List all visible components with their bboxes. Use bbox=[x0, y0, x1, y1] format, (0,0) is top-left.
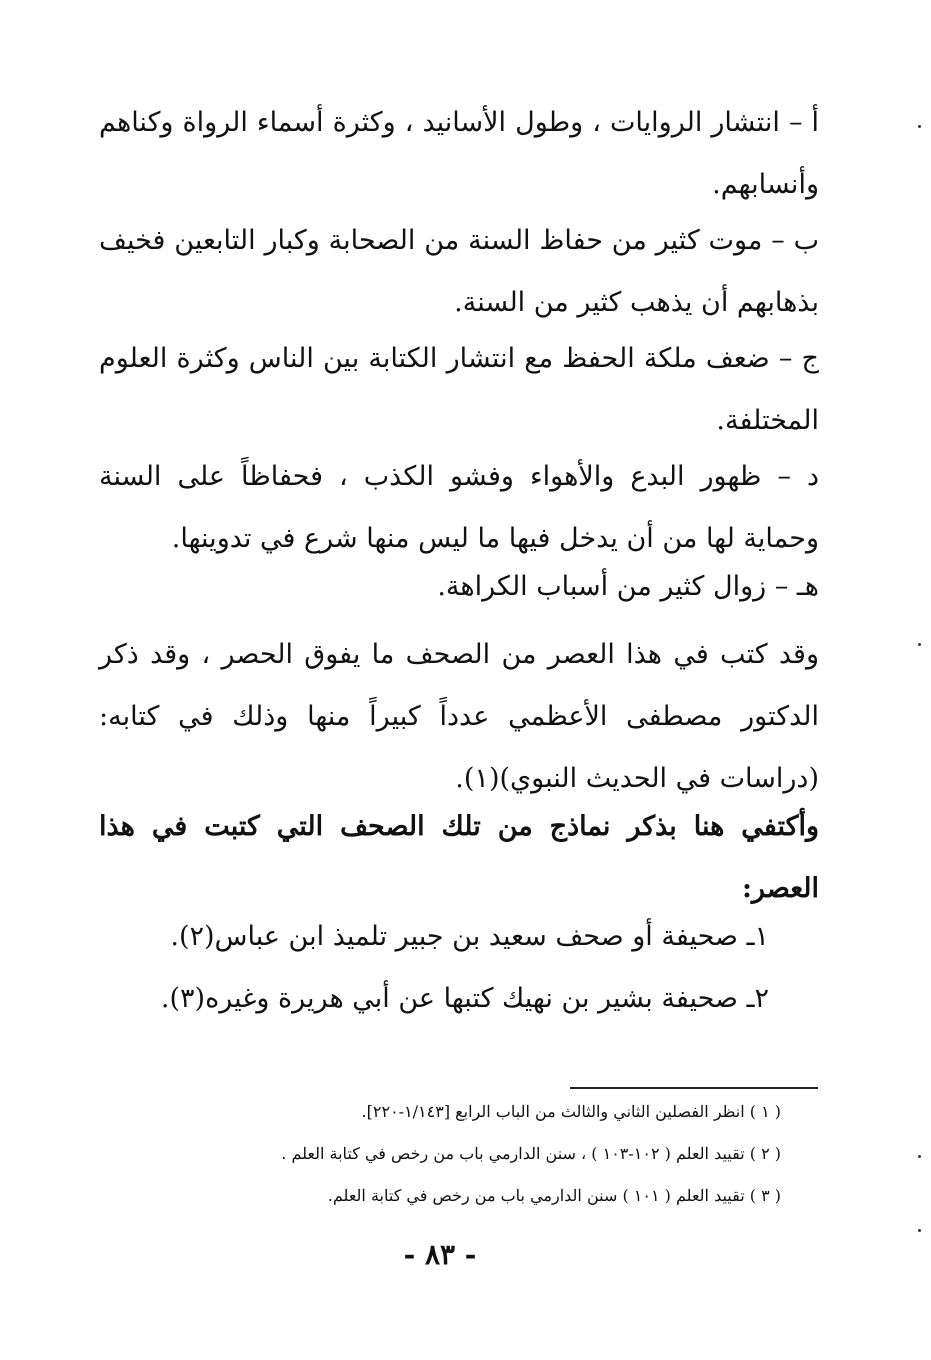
paragraph-a: أ – انتشار الروايات ، وطول الأسانيد ، وكثرة أسماء الرواة وكناهم وأنسابهم. bbox=[99, 107, 819, 200]
paragraph-d: د – ظهور البدع والأهواء وفشو الكذب ، فحفاظاً على السنة وحماية لها من أن يدخل فيها ما ليس منها شرع في تدوينها. bbox=[99, 461, 819, 554]
paragraph-b: ب – موت كثير من حفاظ السنة من الصحابة وكبار التابعين فخيف بذهابهم أن يذهب كثير من السنة. bbox=[99, 225, 819, 318]
page-number: - ٨٣ - bbox=[403, 1238, 477, 1271]
margin-mark bbox=[918, 1155, 921, 1158]
list-item: ٢ـ صحيفة بشير بن نهيك كتبها عن أبي هريرة وغيره(٣). bbox=[160, 983, 769, 1014]
margin-mark bbox=[918, 1229, 921, 1232]
paragraph-h: هـ – زوال كثير من أسباب الكراهة. bbox=[437, 571, 819, 602]
footnote-1: ( ١ ) انظر الفصلين الثاني والثالث من الباب الرابع [١/١٤٣-٢٢٠]. bbox=[361, 1102, 781, 1121]
footnote-divider bbox=[570, 1087, 818, 1089]
paragraph-main: وقد كتب في هذا العصر من الصحف ما يفوق الحصر ، وقد ذكر الدكتور مصطفى الأعظمي عدداً كبيراً منها وذلك في كتابه: (دراسات في الحديث النبوي)(١). bbox=[99, 639, 819, 794]
footnote-3: ( ٣ ) تقييد العلم ( ١٠١ ) سنن الدارمي باب من رخص في كتابة العلم. bbox=[327, 1186, 781, 1205]
paragraph-c: ج – ضعف ملكة الحفظ مع انتشار الكتابة بين الناس وكثرة العلوم المختلفة. bbox=[99, 343, 819, 436]
paragraph-bold-intro: وأكتفي هنا بذكر نماذج من تلك الصحف التي كتبت في هذا العصر: bbox=[99, 811, 819, 904]
margin-mark bbox=[918, 643, 921, 646]
list-item: ١ـ صحيفة أو صحف سعيد بن جبير تلميذ ابن عباس(٢). bbox=[170, 921, 769, 952]
margin-mark bbox=[918, 125, 921, 128]
footnote-2: ( ٢ ) تقييد العلم ( ١٠٢-١٠٣ ) ، سنن الدارمي باب من رخص في كتابة العلم . bbox=[281, 1144, 781, 1163]
